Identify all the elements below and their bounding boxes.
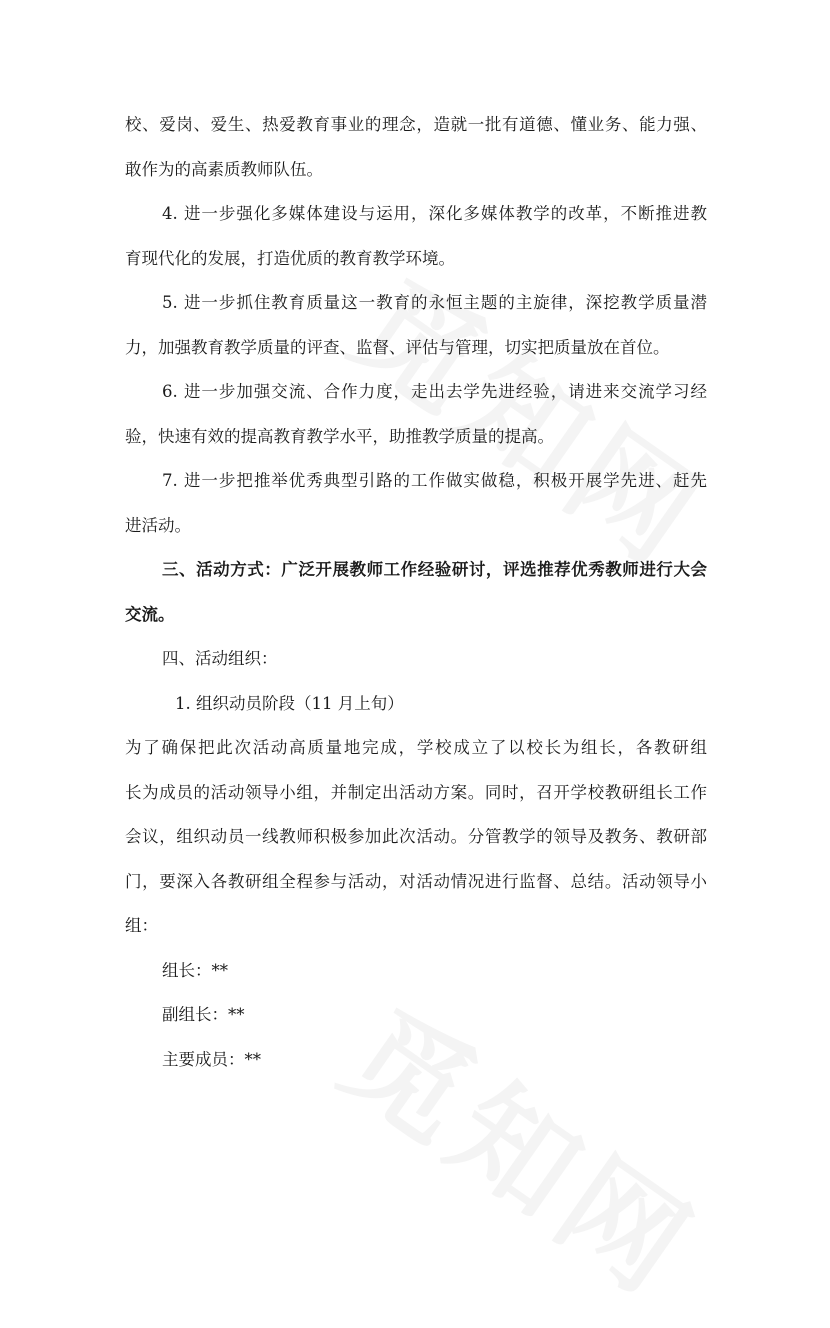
member-leader: 组长：** (162, 960, 228, 980)
list-item-5-line: 力，加强教育教学质量的评查、监督、评估与管理，切实把质量放在首位。 (125, 337, 670, 357)
org-paragraph-line: 门，要深入各教研组全程参与活动，对活动情况进行监督、总结。活动领导小 (125, 871, 707, 891)
paragraph-line: 敢作为的高素质教师队伍。 (125, 159, 323, 179)
list-item-5-line: 5. 进一步抓住教育质量这一教育的永恒主题的主旋律，深挖教学质量潜 (162, 293, 707, 312)
list-item-6-line: 验，快速有效的提高教育教学水平，助推教学质量的提高。 (125, 426, 554, 446)
list-item-4-line: 育现代化的发展，打造优质的教育教学环境。 (125, 248, 455, 268)
member-deputy: 副组长：** (162, 1005, 245, 1024)
stage-1-heading: 1. 组织动员阶段（11 月上旬） (175, 693, 404, 713)
document-body (125, 103, 707, 1082)
list-item-4-line: 4. 进一步强化多媒体建设与运用，深化多媒体教学的改革，不断推进教 (162, 204, 707, 223)
section-3-heading-line: 交流。 (125, 604, 175, 624)
section-4-heading: 四、活动组织： (162, 649, 278, 668)
section-3-heading-line: 三、活动方式：广泛开展教师工作经验研讨，评选推荐优秀教师进行大会 (162, 560, 707, 579)
org-paragraph-line: 会议，组织动员一线教师积极参加此次活动。分管教学的领导及教务、教研部 (125, 827, 707, 846)
list-item-7-line: 进活动。 (125, 515, 191, 535)
org-paragraph-line: 为了确保把此次活动高质量地完成，学校成立了以校长为组长，各教研组 (125, 738, 707, 757)
paragraph-line: 校、爱岗、爱生、热爱教育事业的理念，造就一批有道德、懂业务、能力强、 (125, 115, 707, 134)
org-paragraph-line: 组： (125, 916, 158, 935)
list-item-6-line: 6. 进一步加强交流、合作力度，走出去学先进经验，请进来交流学习经 (162, 382, 707, 401)
member-main: 主要成员：** (162, 1049, 261, 1069)
org-paragraph-line: 长为成员的活动领导小组，并制定出活动方案。同时，召开学校教研组长工作 (125, 782, 707, 802)
list-item-7-line: 7. 进一步把推举优秀典型引路的工作做实做稳，积极开展学先进、赶先 (162, 471, 707, 490)
